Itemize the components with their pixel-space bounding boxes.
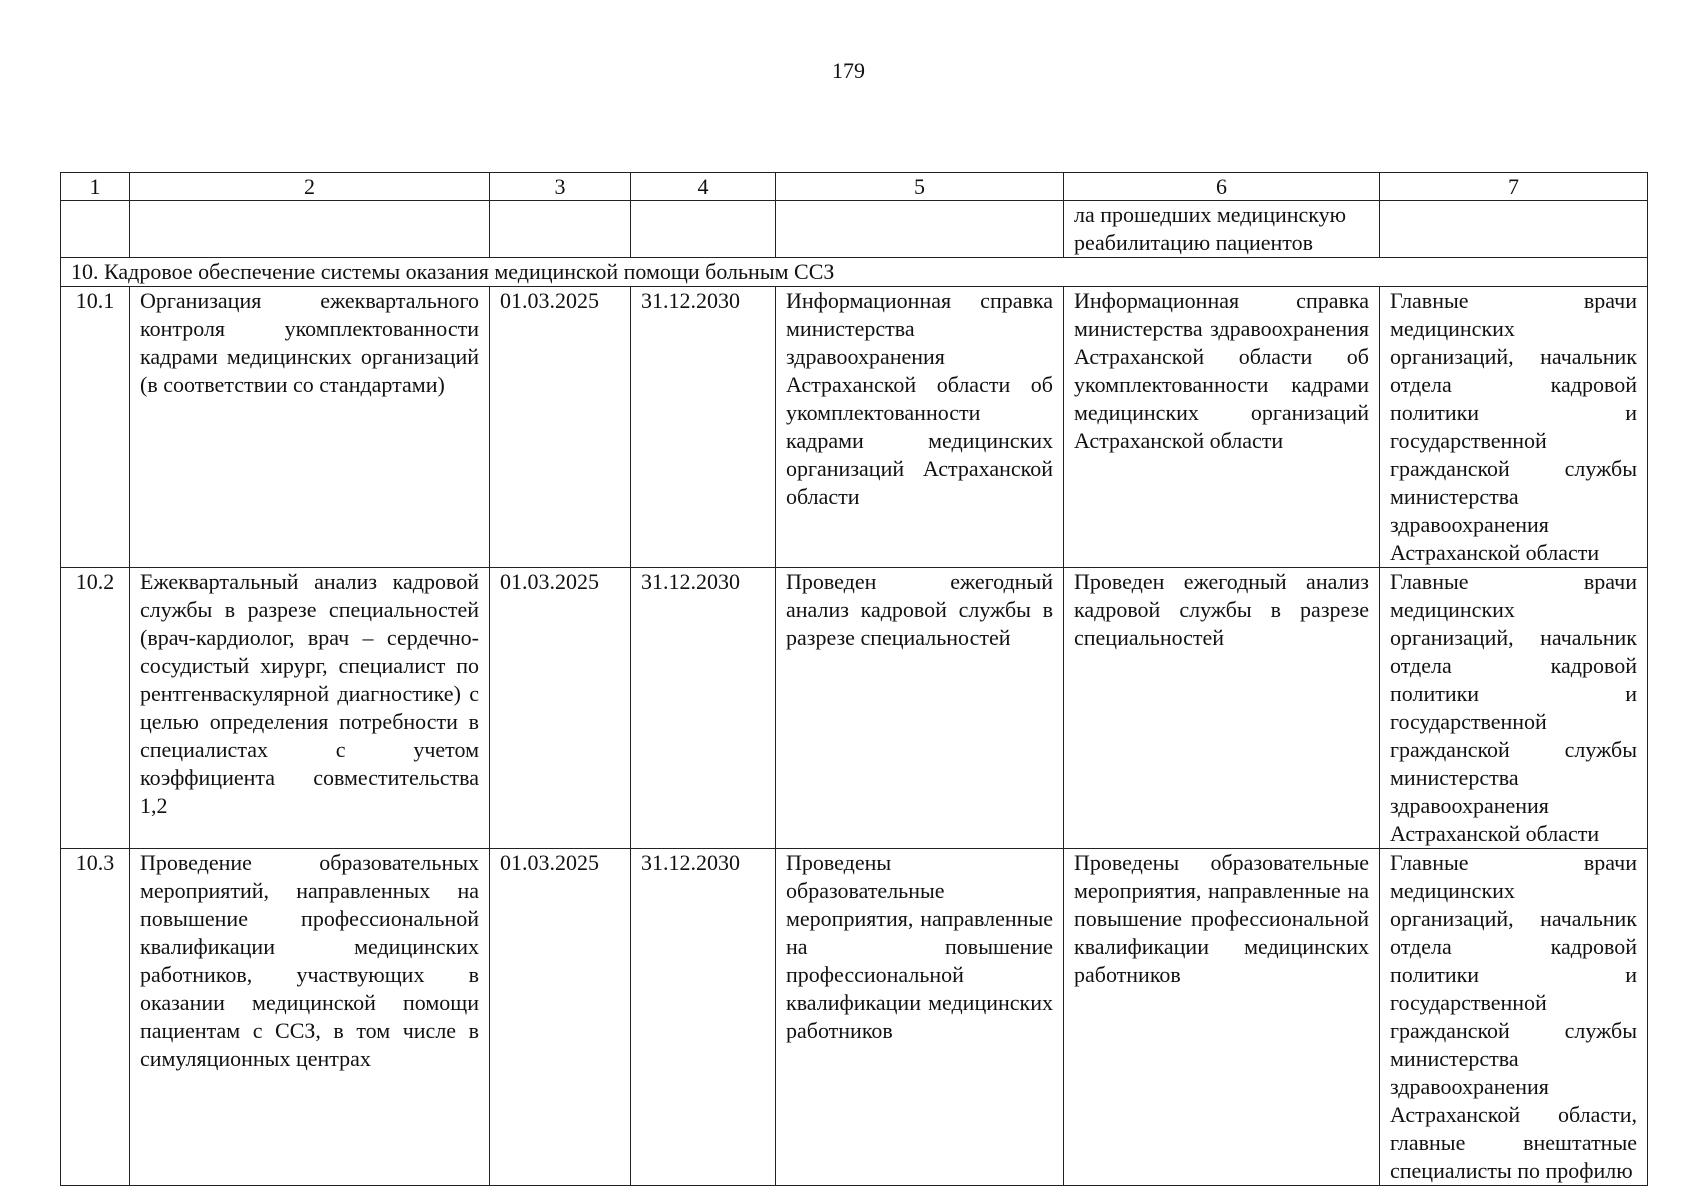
- continuation-cell-6: ла прошедших медицинскую реабилитацию пациентов: [1064, 201, 1380, 258]
- column-header-6: 6: [1064, 173, 1380, 201]
- responsible-cell: Главные врачи медицинских организаций, начальник отдела кадровой политики и государственной гражданской службы министерства здравоохранения Астраханской области, главные внештатные специалисты по профилю: [1380, 849, 1648, 1186]
- activity-cell: Ежеквартальный анализ кадровой службы в разрезе специальностей (врач-кардиолог, врач – сердечно-сосудистый хирург, специалист по рентгенваскулярной диагностике) с целью определения потребности в специалистах с учетом коэффициента совместительства 1,2: [130, 568, 490, 849]
- continuation-cell-7: [1380, 201, 1648, 258]
- continuation-cell-1: [61, 201, 130, 258]
- measures-table: [60, 172, 1648, 1186]
- section-title: 10. Кадровое обеспечение системы оказания медицинской помощи больным ССЗ: [61, 258, 1648, 287]
- start-date-cell: 01.03.2025: [490, 287, 631, 568]
- column-header-3: 3: [490, 173, 631, 201]
- section-row: [61, 258, 1648, 287]
- indicator-cell: Информационная справка министерства здравоохранения Астраханской области об укомплектованности кадрами медицинских организаций Астраханской области: [1064, 287, 1380, 568]
- column-header-row: [61, 173, 1648, 201]
- responsible-cell: Главные врачи медицинских организаций, начальник отдела кадровой политики и государственной гражданской службы министерства здравоохранения Астраханской области: [1380, 568, 1648, 849]
- result-cell: Проведен ежегодный анализ кадровой службы в разрезе специальностей: [776, 568, 1064, 849]
- column-header-2: 2: [130, 173, 490, 201]
- page-number: 179: [832, 58, 865, 83]
- column-header-7: 7: [1380, 173, 1648, 201]
- table-row: [61, 849, 1648, 1186]
- column-header-4: 4: [631, 173, 776, 201]
- continuation-cell-5: [776, 201, 1064, 258]
- continuation-cell-3: [490, 201, 631, 258]
- continuation-cell-4: [631, 201, 776, 258]
- result-cell: Проведены образовательные мероприятия, направленные на повышение профессиональной квалификации медицинских работников: [776, 849, 1064, 1186]
- end-date-cell: 31.12.2030: [631, 287, 776, 568]
- end-date-cell: 31.12.2030: [631, 568, 776, 849]
- start-date-cell: 01.03.2025: [490, 568, 631, 849]
- column-header-1: 1: [61, 173, 130, 201]
- start-date-cell: 01.03.2025: [490, 849, 631, 1186]
- row-number: 10.1: [61, 287, 130, 568]
- indicator-cell: Проведены образовательные мероприятия, направленные на повышение профессиональной квалификации медицинских работников: [1064, 849, 1380, 1186]
- table-row: [61, 568, 1648, 849]
- table-row: [61, 287, 1648, 568]
- activity-cell: Организация ежеквартального контроля укомплектованности кадрами медицинских организаций (в соответствии со стандартами): [130, 287, 490, 568]
- indicator-cell: Проведен ежегодный анализ кадровой службы в разрезе специальностей: [1064, 568, 1380, 849]
- continuation-cell-2: [130, 201, 490, 258]
- row-number: 10.3: [61, 849, 130, 1186]
- result-cell: Информационная справка министерства здравоохранения Астраханской области об укомплектованности кадрами медицинских организаций Астраханской области: [776, 287, 1064, 568]
- row-number: 10.2: [61, 568, 130, 849]
- activity-cell: Проведение образовательных мероприятий, направленных на повышение профессиональной квалификации медицинских работников, участвующих в оказании медицинской помощи пациентам с ССЗ, в том числе в симуляционных центрах: [130, 849, 490, 1186]
- column-header-5: 5: [776, 173, 1064, 201]
- continuation-row: [61, 201, 1648, 258]
- end-date-cell: 31.12.2030: [631, 849, 776, 1186]
- responsible-cell: Главные врачи медицинских организаций, начальник отдела кадровой политики и государственной гражданской службы министерства здравоохранения Астраханской области: [1380, 287, 1648, 568]
